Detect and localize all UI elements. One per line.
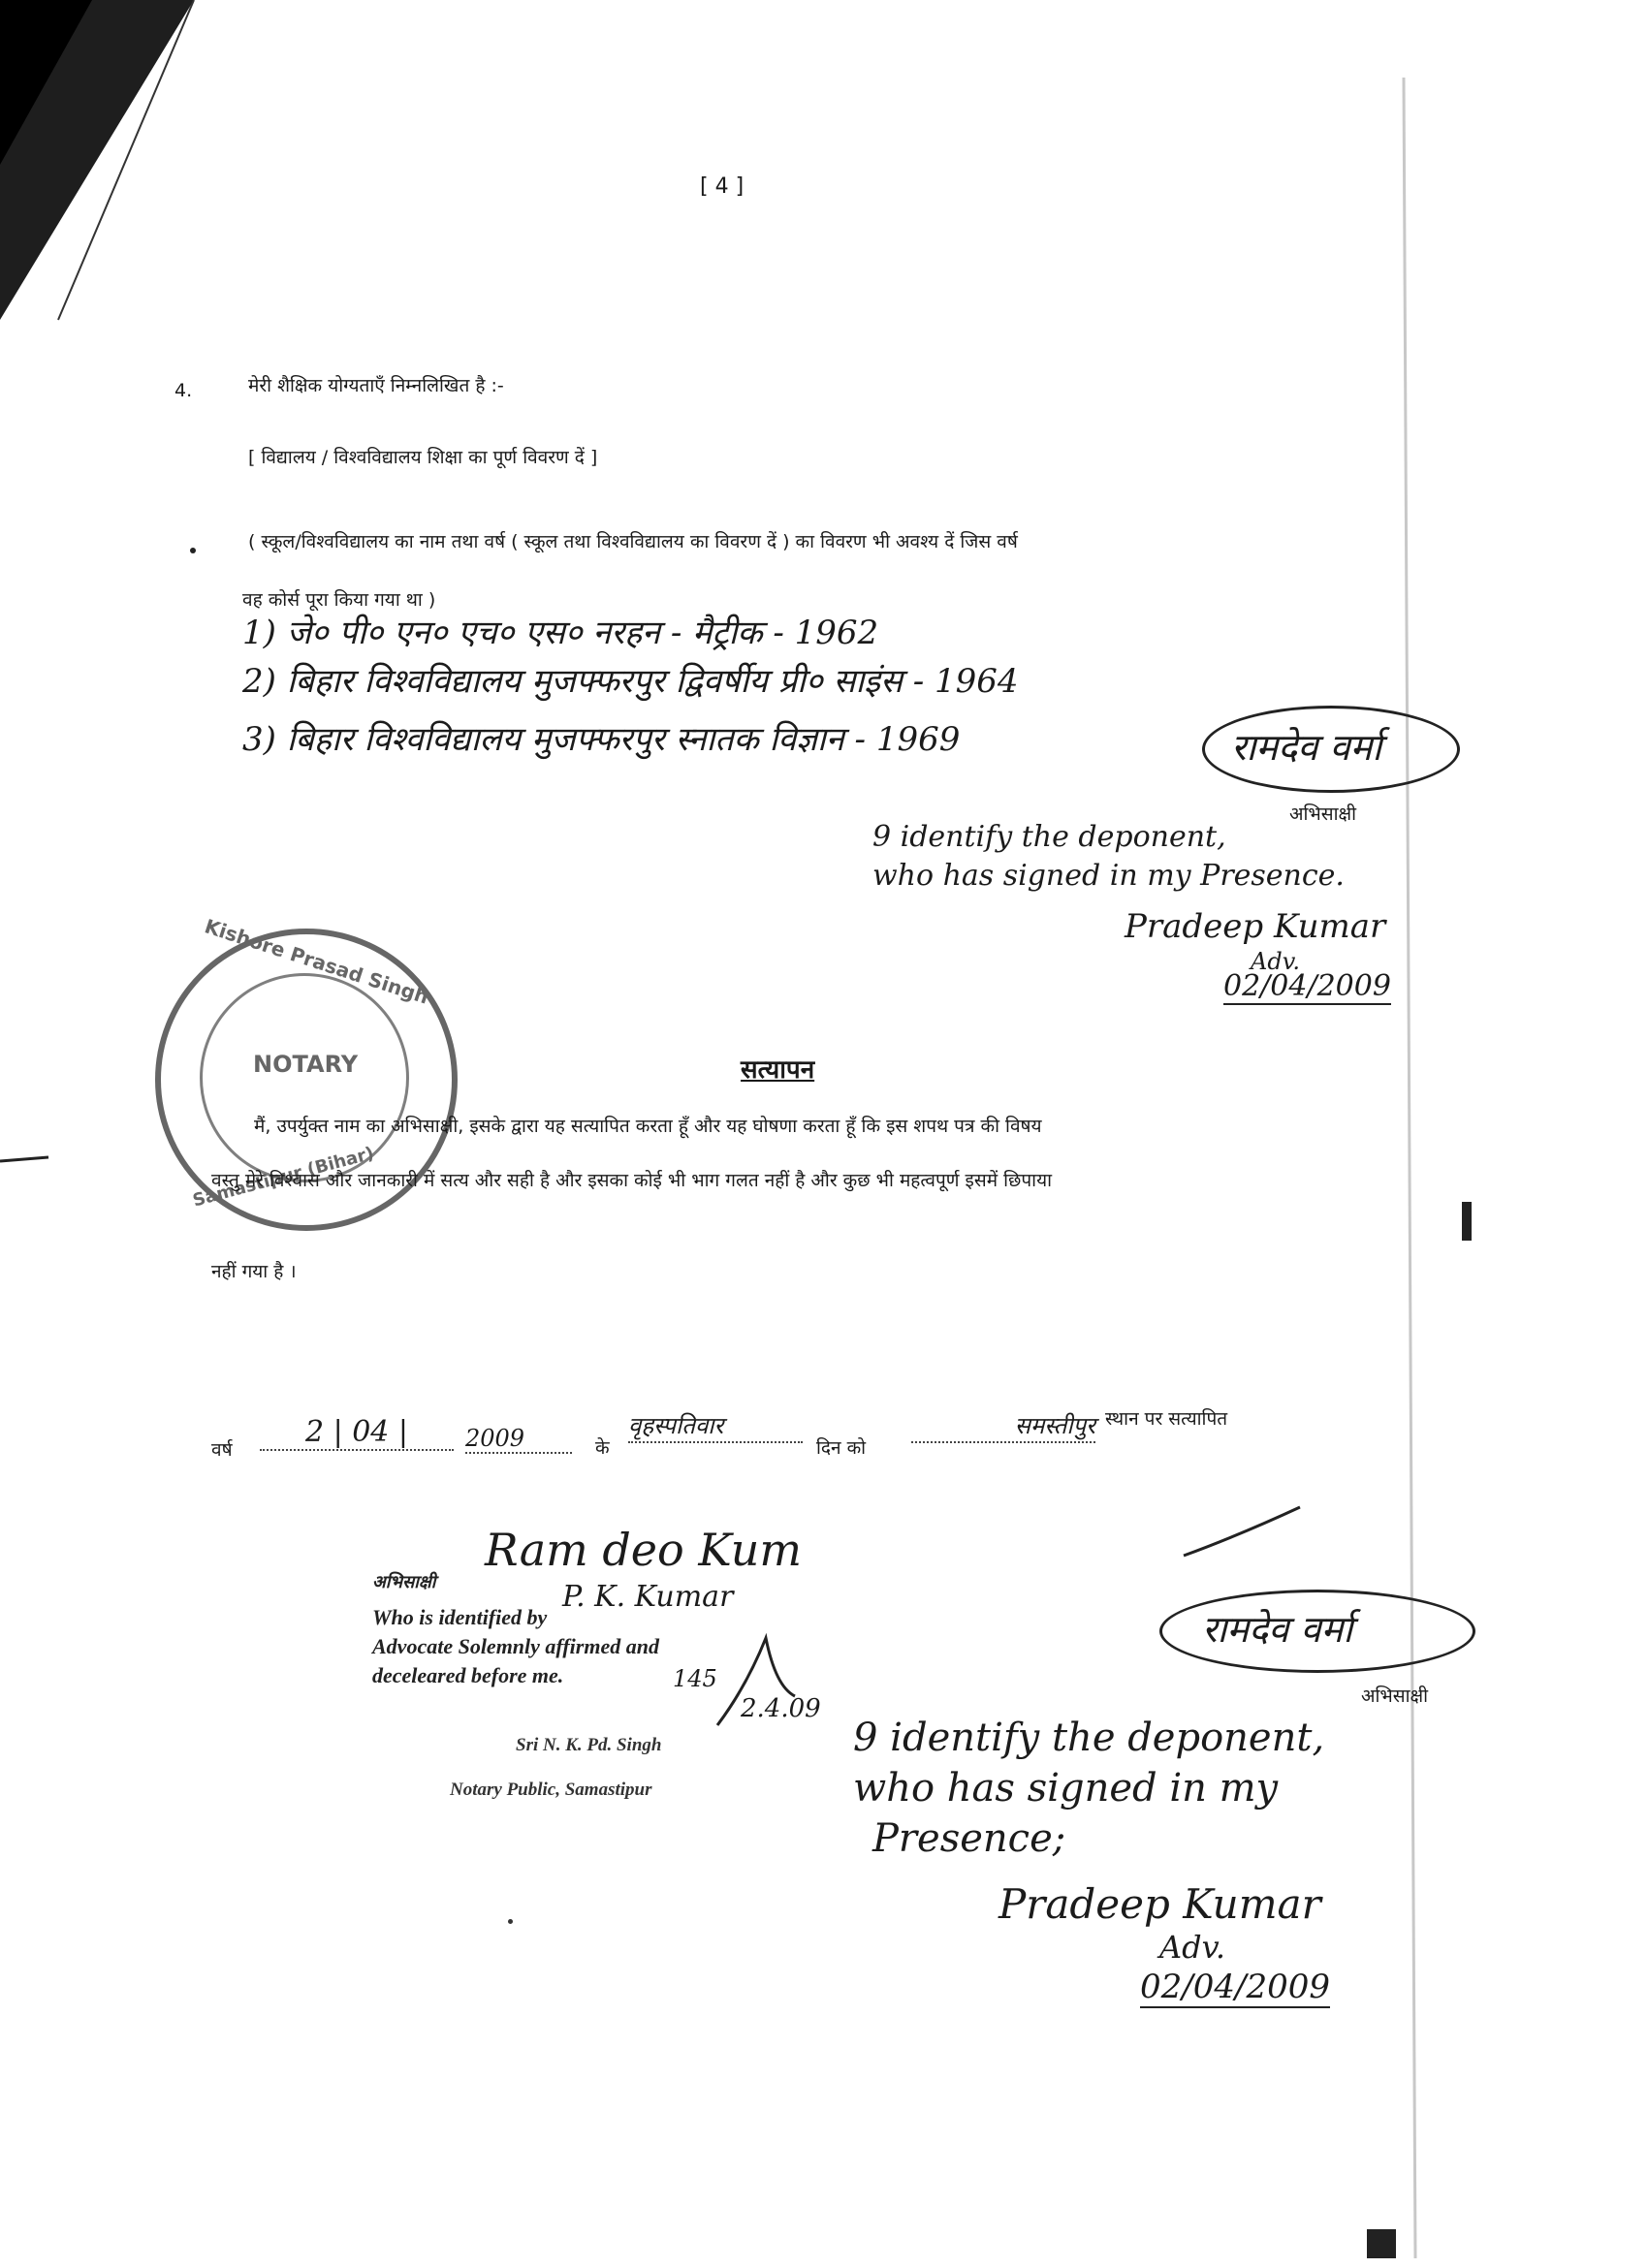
- label-din-ko: दिन को: [816, 1437, 867, 1459]
- qualification-1: 1) जे० पी० एन० एच० एस० नरहन - मैट्रीक - 1962: [242, 614, 879, 652]
- identify-note-2-line-2: who has signed in my: [853, 1766, 1279, 1811]
- verification-line-3: नहीं गया है ।: [211, 1261, 297, 1282]
- label-ke: के: [595, 1437, 610, 1459]
- stamp-inner-ring: [200, 973, 409, 1182]
- year-value: 2009: [465, 1425, 572, 1454]
- identify-note-2-line-1: 9 identify the deponent,: [853, 1716, 1325, 1760]
- notary-line-1: अभिसाक्षी: [372, 1572, 436, 1591]
- verification-heading: सत्यापन: [741, 1055, 815, 1085]
- speck: [508, 1919, 513, 1924]
- identify-note-2-line-3: Presence;: [872, 1816, 1066, 1861]
- instruction-line-3: वह कोर्स पूरा किया गया था ): [242, 589, 436, 611]
- advocate-name-2: Pradeep Kumar: [998, 1880, 1321, 1928]
- identify-note-line-1: 9 identify the deponent,: [872, 820, 1226, 854]
- notary-name: Sri N. K. Pd. Singh: [516, 1735, 662, 1755]
- deponent-signature: रामदेव वर्मा: [1231, 726, 1382, 769]
- advocate-date-2: 02/04/2009: [1140, 1968, 1330, 2006]
- advocate-title-2: Adv.: [1159, 1929, 1226, 1966]
- label-place: स्थान पर सत्यापित: [1105, 1408, 1228, 1430]
- qualification-2: 2) बिहार विश्वविद्यालय मुजफ्फरपुर द्विवर्षीय प्री० साइंस - 1964: [242, 662, 1019, 701]
- advocate-name-1: Pradeep Kumar: [1125, 907, 1386, 946]
- notary-line-4: deceleared before me.: [372, 1663, 564, 1687]
- item-number: 4.: [174, 380, 193, 401]
- label-year: वर्ष: [211, 1439, 233, 1461]
- date-value: 2 | 04 |: [260, 1415, 454, 1451]
- deponent-signature-2: रामदेव वर्मा: [1202, 1608, 1353, 1651]
- identify-note-line-2: who has signed in my Presence.: [872, 859, 1345, 893]
- advocate-date-1: 02/04/2009: [1223, 969, 1391, 1003]
- bullet-dot: [190, 548, 196, 553]
- verification-line-2: वस्तु मेरे विश्वास और जानकारी में सत्य और सही है और इसका कोई भी भाग गलत नहीं है और कुछ भी महत्वपूर्ण इसमें छिपाया: [211, 1170, 1053, 1191]
- advocate-title-1: Adv.: [1251, 948, 1301, 975]
- notary-date: 2.4.09: [741, 1694, 821, 1723]
- pen-stroke: [1179, 1502, 1305, 1560]
- ram-signature: Ram deo Kum: [485, 1524, 802, 1576]
- place-value: समस्तीपुर: [911, 1409, 1095, 1443]
- stamp-top-text: Kishore Prasad Singh: [202, 914, 432, 1009]
- instruction-line-1: [ विद्यालय / विश्वविद्यालय शिक्षा का पूर्ण विवरण दें ]: [248, 447, 598, 468]
- registration-number: 145: [673, 1665, 717, 1692]
- deponent-label-2: अभिसाक्षी: [1361, 1685, 1429, 1707]
- verification-line-1: मैं, उपर्युक्त नाम का अभिसाक्षी, इसके द्वारा यह सत्यापित करता हूँ और यह घोषणा करता हूँ कि इस शपथ पत्र की विषय: [254, 1116, 1042, 1137]
- qualification-intro: मेरी शैक्षिक योग्यताएँ निम्नलिखित है :-: [248, 375, 504, 396]
- page-number: [ 4 ]: [700, 174, 745, 199]
- day-value: वृहस्पतिवार: [628, 1409, 803, 1443]
- deponent-label: अभिसाक्षी: [1289, 803, 1357, 825]
- notary-title: Notary Public, Samastipur: [450, 1780, 652, 1800]
- instruction-line-2: ( स्कूल/विश्वविद्यालय का नाम तथा वर्ष ( स्कूल तथा विश्वविद्यालय का विवरण दें ) का विवरण भी अवश्य दें जिस वर्ष: [248, 531, 1018, 552]
- identifier-signature: P. K. Kumar: [562, 1580, 734, 1614]
- stamp-bottom-text: Samastipur (Bihar): [190, 1143, 376, 1212]
- stamp-center-text: NOTARY: [253, 1051, 359, 1078]
- notary-line-2: Who is identified by: [372, 1605, 548, 1629]
- notary-line-3: Advocate Solemnly affirmed and: [372, 1634, 659, 1658]
- qualification-3: 3) बिहार विश्वविद्यालय मुजफ्फरपुर स्नातक विज्ञान - 1969: [242, 720, 961, 759]
